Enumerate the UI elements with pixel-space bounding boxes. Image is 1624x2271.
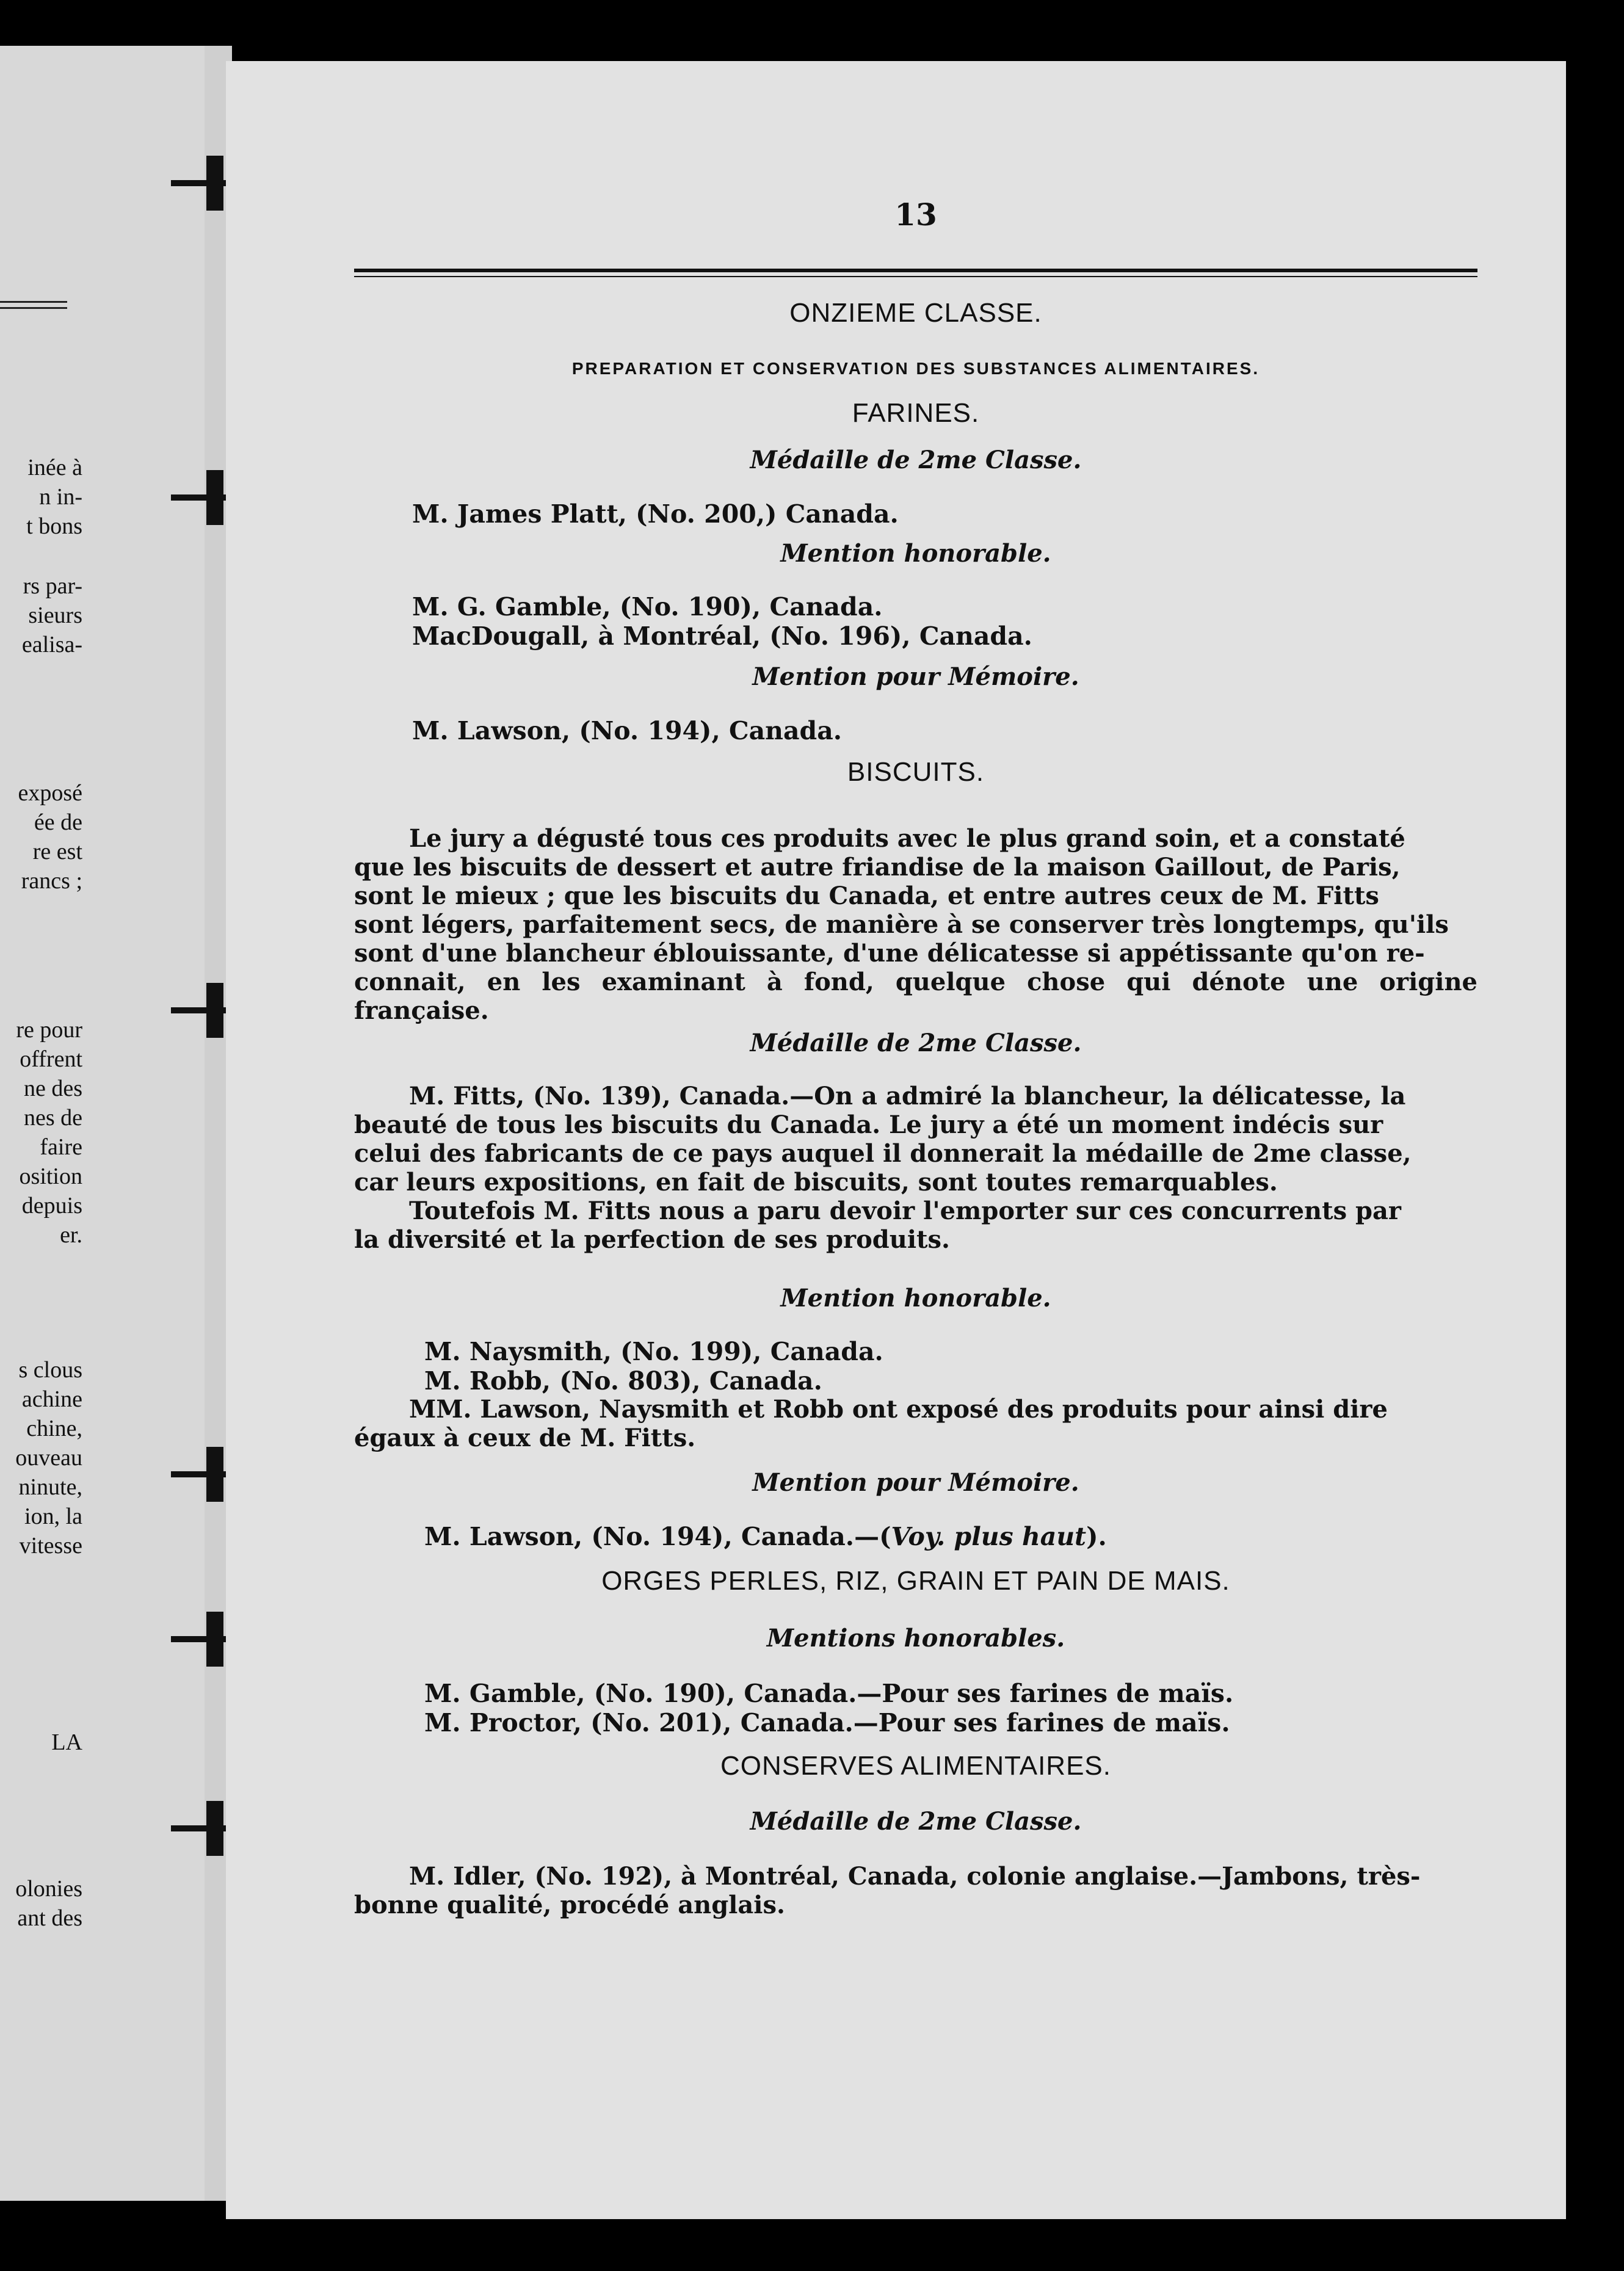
facing-page-rule — [0, 301, 67, 303]
facing-page-line: rancs ; — [21, 868, 82, 894]
facing-page-line: ninute, — [18, 1474, 82, 1500]
class-title: ONZIEME CLASSE. — [789, 298, 1042, 328]
section-title-biscuits: BISCUITS. — [847, 757, 985, 787]
section-title-conserves: CONSERVES ALIMENTAIRES. — [720, 1751, 1111, 1781]
section-title-orges: ORGES PERLES, RIZ, GRAIN ET PAIN DE MAIS. — [601, 1566, 1230, 1596]
facing-page-line: olonies — [15, 1876, 82, 1902]
award-heading: Mention honorable. — [780, 539, 1051, 568]
facing-page-line: depuis — [21, 1193, 82, 1219]
facing-page-line: re pour — [16, 1017, 82, 1043]
facing-page-line: osition — [19, 1164, 82, 1189]
text-line: celui des fabricants de ce pays auquel il donnerait la médaille de 2me classe, — [354, 1139, 1412, 1168]
facing-page-line: sieurs — [28, 603, 82, 628]
text-line: car leurs expositions, en fait de biscuits, sont toutes remarquables. — [354, 1168, 1278, 1197]
facing-page-line: offrent — [20, 1046, 82, 1072]
award-entry: M. G. Gamble, (No. 190), Canada. — [412, 592, 883, 621]
idler-entry — [354, 1862, 1514, 1919]
facing-page-line: inée à — [27, 455, 82, 480]
award-entry: M. Proctor, (No. 201), Canada.—Pour ses farines de maïs. — [424, 1708, 1230, 1737]
award-entry: M. Lawson, (No. 194), Canada. — [412, 716, 843, 745]
facing-page-rule — [0, 307, 67, 309]
text-line: égaux à ceux de M. Fitts. — [354, 1424, 696, 1452]
facing-page-line: er. — [60, 1222, 82, 1248]
award-entry: M. Robb, (No. 803), Canada. — [424, 1366, 822, 1396]
award-entry: M. Naysmith, (No. 199), Canada. — [424, 1337, 883, 1366]
header-rule — [354, 269, 1477, 272]
facing-page-line: ne des — [23, 1076, 82, 1101]
award-entry: MacDougall, à Montréal, (No. 196), Canada. — [412, 621, 1032, 651]
award-heading: Médaille de 2me Classe. — [750, 446, 1082, 474]
text-line: que les biscuits de dessert et autre friandise de la maison Gaillout, de Paris, — [354, 853, 1401, 882]
text-line: sont d'une blancheur éblouissante, d'une délicatesse si appétissante qu'on re- — [354, 939, 1425, 968]
award-heading: Médaille de 2me Classe. — [750, 1029, 1082, 1057]
facing-page-line: ant des — [17, 1905, 82, 1931]
facing-page-line: ealisa- — [21, 632, 82, 657]
facing-page-line: exposé — [18, 780, 82, 806]
facing-page-line: ouveau — [15, 1445, 82, 1471]
award-heading: Mentions honorables. — [766, 1624, 1065, 1653]
facing-page-line: achine — [21, 1386, 82, 1412]
award-entry: M. Lawson, (No. 194), Canada.—(Voy. plus haut). — [424, 1522, 1107, 1551]
facing-page-line: s clous — [18, 1357, 82, 1383]
facing-page-line: t bons — [26, 513, 82, 539]
text-line: M. Idler, (No. 192), à Montréal, Canada, colonie anglaise.—Jambons, très- — [409, 1862, 1421, 1891]
award-entry: M. James Platt, (No. 200,) Canada. — [412, 499, 899, 529]
facing-page-line: re est — [32, 839, 82, 864]
award-heading: Mention honorable. — [780, 1284, 1051, 1313]
page-number: 13 — [894, 197, 937, 233]
facing-page-line: faire — [40, 1134, 82, 1160]
award-entry-joint — [354, 1395, 1477, 1452]
facing-page-line: n in- — [39, 484, 82, 510]
facing-page-line: rs par- — [23, 573, 82, 599]
award-heading: Mention pour Mémoire. — [752, 1468, 1079, 1497]
award-entry: M. Gamble, (No. 190), Canada.—Pour ses farines de maïs. — [424, 1679, 1234, 1708]
biscuits-intro — [354, 824, 1477, 1025]
facing-page-line: ion, la — [24, 1504, 82, 1529]
text-line: connait, en les examinant à fond, quelque chose qui dénote une origine française. — [354, 968, 1477, 1025]
award-heading: Mention pour Mémoire. — [752, 662, 1079, 691]
page-content — [226, 61, 1566, 2219]
section-title-farines: FARINES. — [852, 398, 980, 428]
class-subtitle: PREPARATION ET CONSERVATION DES SUBSTANCES ALIMENTAIRES. — [571, 359, 1260, 378]
facing-page-line: ée de — [34, 810, 82, 835]
fitts-entry — [354, 1082, 1477, 1254]
text-line: Le jury a dégusté tous ces produits avec le plus grand soin, et a constaté — [409, 824, 1405, 853]
text-line: la diversité et la perfection de ses produits. — [354, 1225, 950, 1254]
text-line: sont légers, parfaitement secs, de manière à se conserver très longtemps, qu'ils — [354, 910, 1449, 939]
facing-page-line: nes de — [23, 1105, 82, 1131]
award-heading: Médaille de 2me Classe. — [750, 1807, 1082, 1836]
text-line: MM. Lawson, Naysmith et Robb ont exposé des produits pour ainsi dire — [409, 1395, 1388, 1424]
text-line: Toutefois M. Fitts nous a paru devoir l'emporter sur ces concurrents par — [409, 1197, 1401, 1225]
book-page — [226, 61, 1566, 2219]
text-line: beauté de tous les biscuits du Canada. Le jury a été un moment indécis sur — [354, 1110, 1383, 1139]
facing-page-line: vitesse — [19, 1533, 82, 1559]
facing-page — [0, 46, 205, 2201]
text-line: sont le mieux ; que les biscuits du Canada, et entre autres ceux de M. Fitts — [354, 882, 1379, 910]
text-line: bonne qualité, procédé anglais. — [354, 1891, 785, 1919]
facing-page-line: chine, — [26, 1416, 82, 1441]
header-rule — [354, 276, 1477, 277]
text-line: M. Fitts, (No. 139), Canada.—On a admiré la blancheur, la délicatesse, la — [409, 1082, 1406, 1110]
facing-page-line: LA — [51, 1730, 82, 1755]
